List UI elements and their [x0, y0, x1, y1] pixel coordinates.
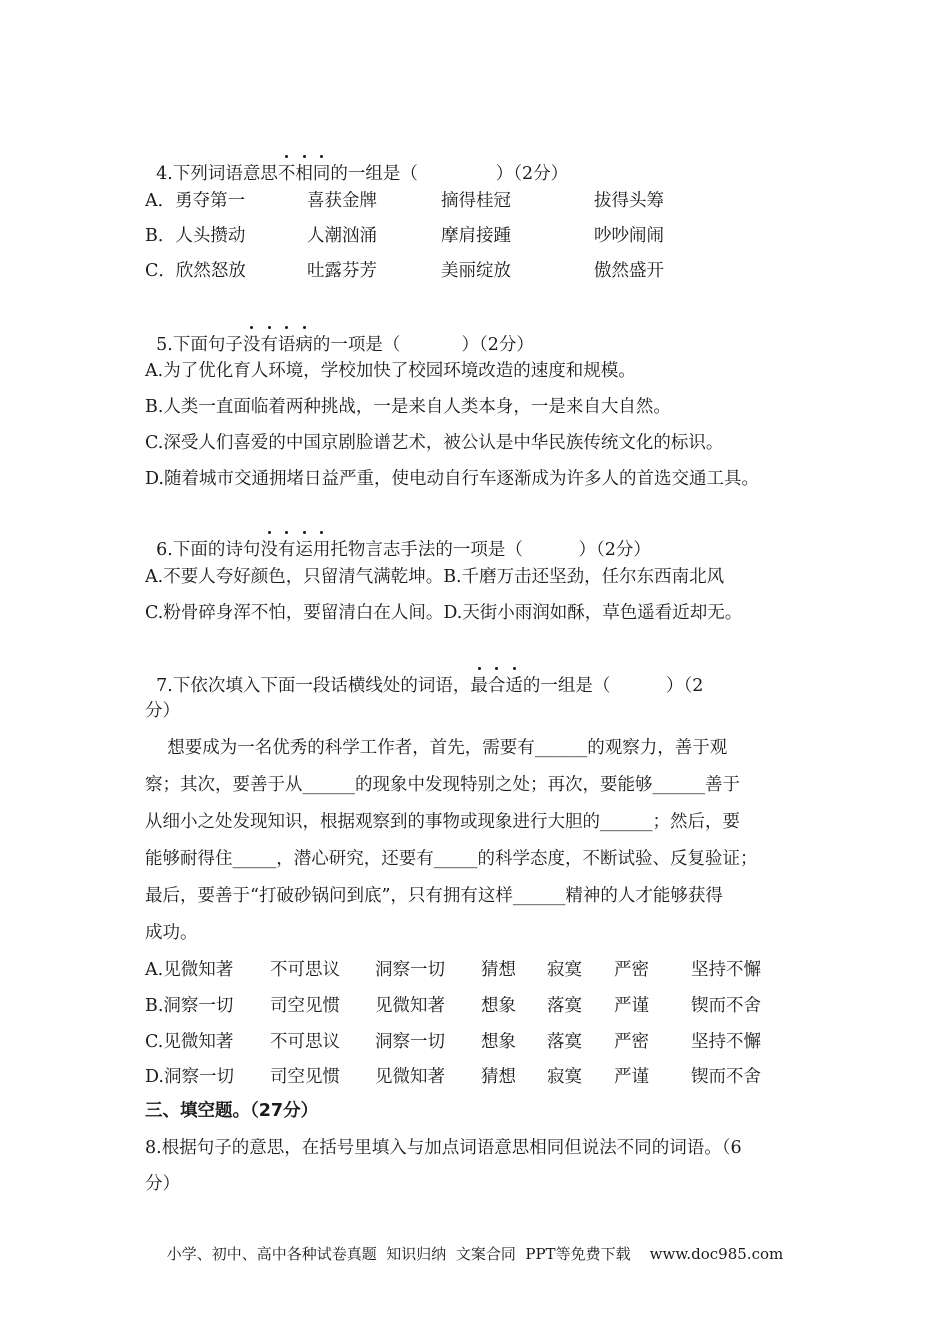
emphasis-char: 相 — [295, 164, 313, 184]
q7-passage-line: 察；其次，要善于从______的现象中发现特别之处；再次，要能够______善于 — [145, 775, 740, 795]
q7-passage-line: 能够耐得住_____，潜心研究，还要有_____的科学态度，不断试验、反复验证； — [145, 849, 758, 869]
q7-passage-line: 想要成为一名优秀的科学工作者，首先，需要有______的观察力，善于观 — [145, 738, 728, 758]
q6-stem: 6.下面的诗句没有运用托物言志手法的一项是（ ）（2分） — [156, 540, 651, 560]
q7-passage-line: 从细小之处发现知识，根据观察到的事物或现象进行大胆的______；然后，要 — [145, 812, 740, 832]
emphasis-char: 不 — [277, 164, 296, 184]
q5-option-b: B.人类一直面临着两种挑战，一是来自人类本身，一是来自大自然。 — [145, 397, 671, 417]
q7-passage-line: 成功。 — [145, 923, 198, 943]
q7-passage-line: 最后，要善于“打破砂锅问到底”，只有拥有这样______精神的人才能够获得 — [145, 886, 723, 906]
q4-stem: 4.下列词语意思不相同的一组是（ ）（2分） — [156, 164, 569, 184]
q7-stem-cont: 分） — [145, 701, 180, 721]
emphasis-char: 语 — [277, 335, 296, 355]
q6-options-cd: C.粉骨碎身浑不怕，要留清白在人间。D.天街小雨润如酥，草色遥看近却无。 — [145, 603, 743, 623]
q5-option-a: A.为了优化育人环境，学校加快了校园环境改造的速度和规模。 — [145, 361, 636, 381]
emphasis-char: 适 — [505, 676, 523, 696]
section-heading: 三、填空题。（27分） — [145, 1101, 319, 1121]
emphasis-char: 有 — [260, 335, 278, 355]
emphasis-char: 最 — [470, 676, 488, 696]
emphasis-char: 同 — [312, 164, 331, 184]
q6-options-ab: A.不要人夸好颜色，只留清气满乾坤。B.千磨万击还坚劲，任尔东西南北风 — [145, 567, 725, 587]
emphasis-char: 运 — [295, 540, 313, 560]
q7-stem: 7.下依次填入下面一段话横线处的词语，最合适的一组是（ ）（2 — [156, 676, 704, 696]
q8-stem: 8.根据句子的意思，在括号里填入与加点词语意思相同但说法不同的词语。（6 — [145, 1138, 742, 1158]
q5-stem: 5.下面句子没有语病的一项是（ ）（2分） — [156, 335, 534, 355]
q5-option-c: C.深受人们喜爱的中国京剧脸谱艺术，被公认是中华民族传统文化的标识。 — [145, 433, 724, 453]
emphasis-char: 用 — [312, 540, 331, 560]
q8-stem-cont: 分） — [145, 1174, 180, 1194]
emphasis-char: 没 — [260, 540, 278, 560]
emphasis-char: 合 — [487, 676, 506, 696]
emphasis-char: 没 — [242, 335, 261, 355]
page-footer: 小学、初中、高中各种试卷真题 知识归纳 文案合同 PPT等免费下载 www.doc985.com — [166, 1245, 784, 1263]
q5-option-d: D.随着城市交通拥堵日益严重，使电动自行车逐渐成为许多人的首选交通工具。 — [145, 469, 759, 489]
emphasis-char: 病 — [295, 335, 313, 355]
emphasis-char: 有 — [277, 540, 296, 560]
